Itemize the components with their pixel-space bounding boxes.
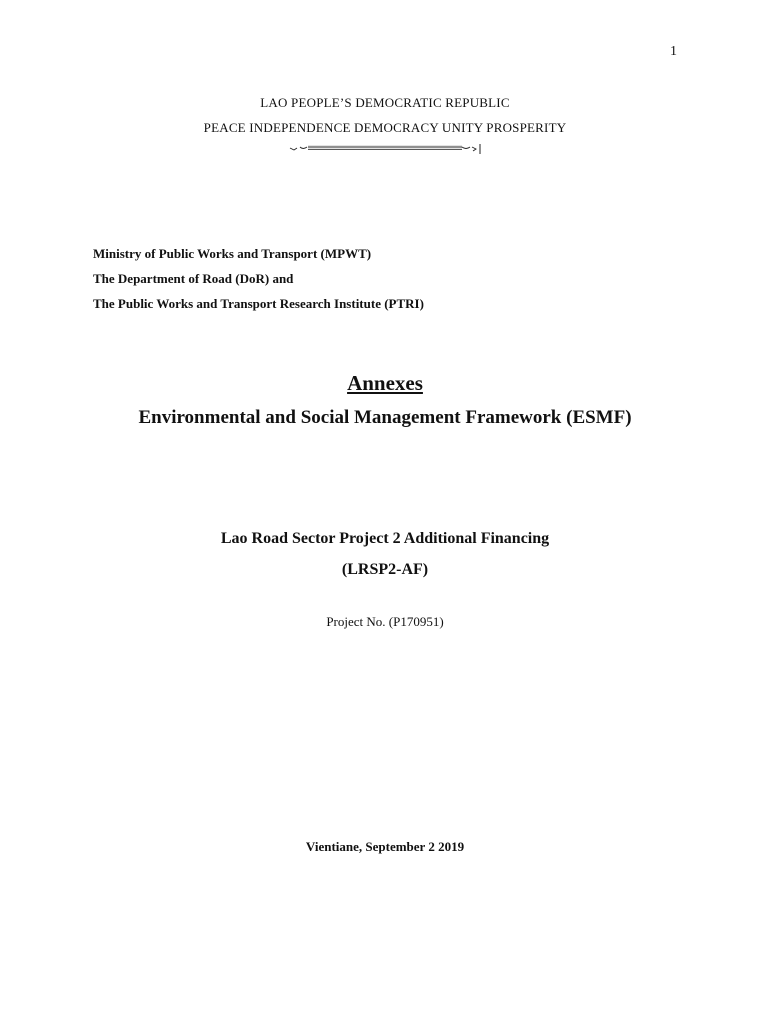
project-number: Project No. (P170951) xyxy=(326,614,444,629)
page-number: 1 xyxy=(670,44,677,59)
organization-ministry: Ministry of Public Works and Transport (MPWT) xyxy=(93,246,372,261)
document-title: Environmental and Social Management Framework (ESMF) xyxy=(138,407,632,428)
project-code: (LRSP2-AF) xyxy=(341,561,429,578)
national-motto: PEACE INDEPENDENCE DEMOCRACY UNITY PROSPERITY xyxy=(203,120,567,135)
project-name: Lao Road Sector Project 2 Additional Financing xyxy=(220,530,550,547)
country-heading: LAO PEOPLE’S DEMOCRATIC REPUBLIC xyxy=(260,95,510,110)
organization-department: The Department of Road (DoR) and xyxy=(93,271,294,286)
organization-institute: The Public Works and Transport Research Institute (PTRI) xyxy=(93,296,424,311)
place-and-date: Vientiane, September 2 2019 xyxy=(305,839,465,854)
ornament-divider-icon xyxy=(288,143,484,155)
annexes-heading: Annexes xyxy=(347,371,423,395)
